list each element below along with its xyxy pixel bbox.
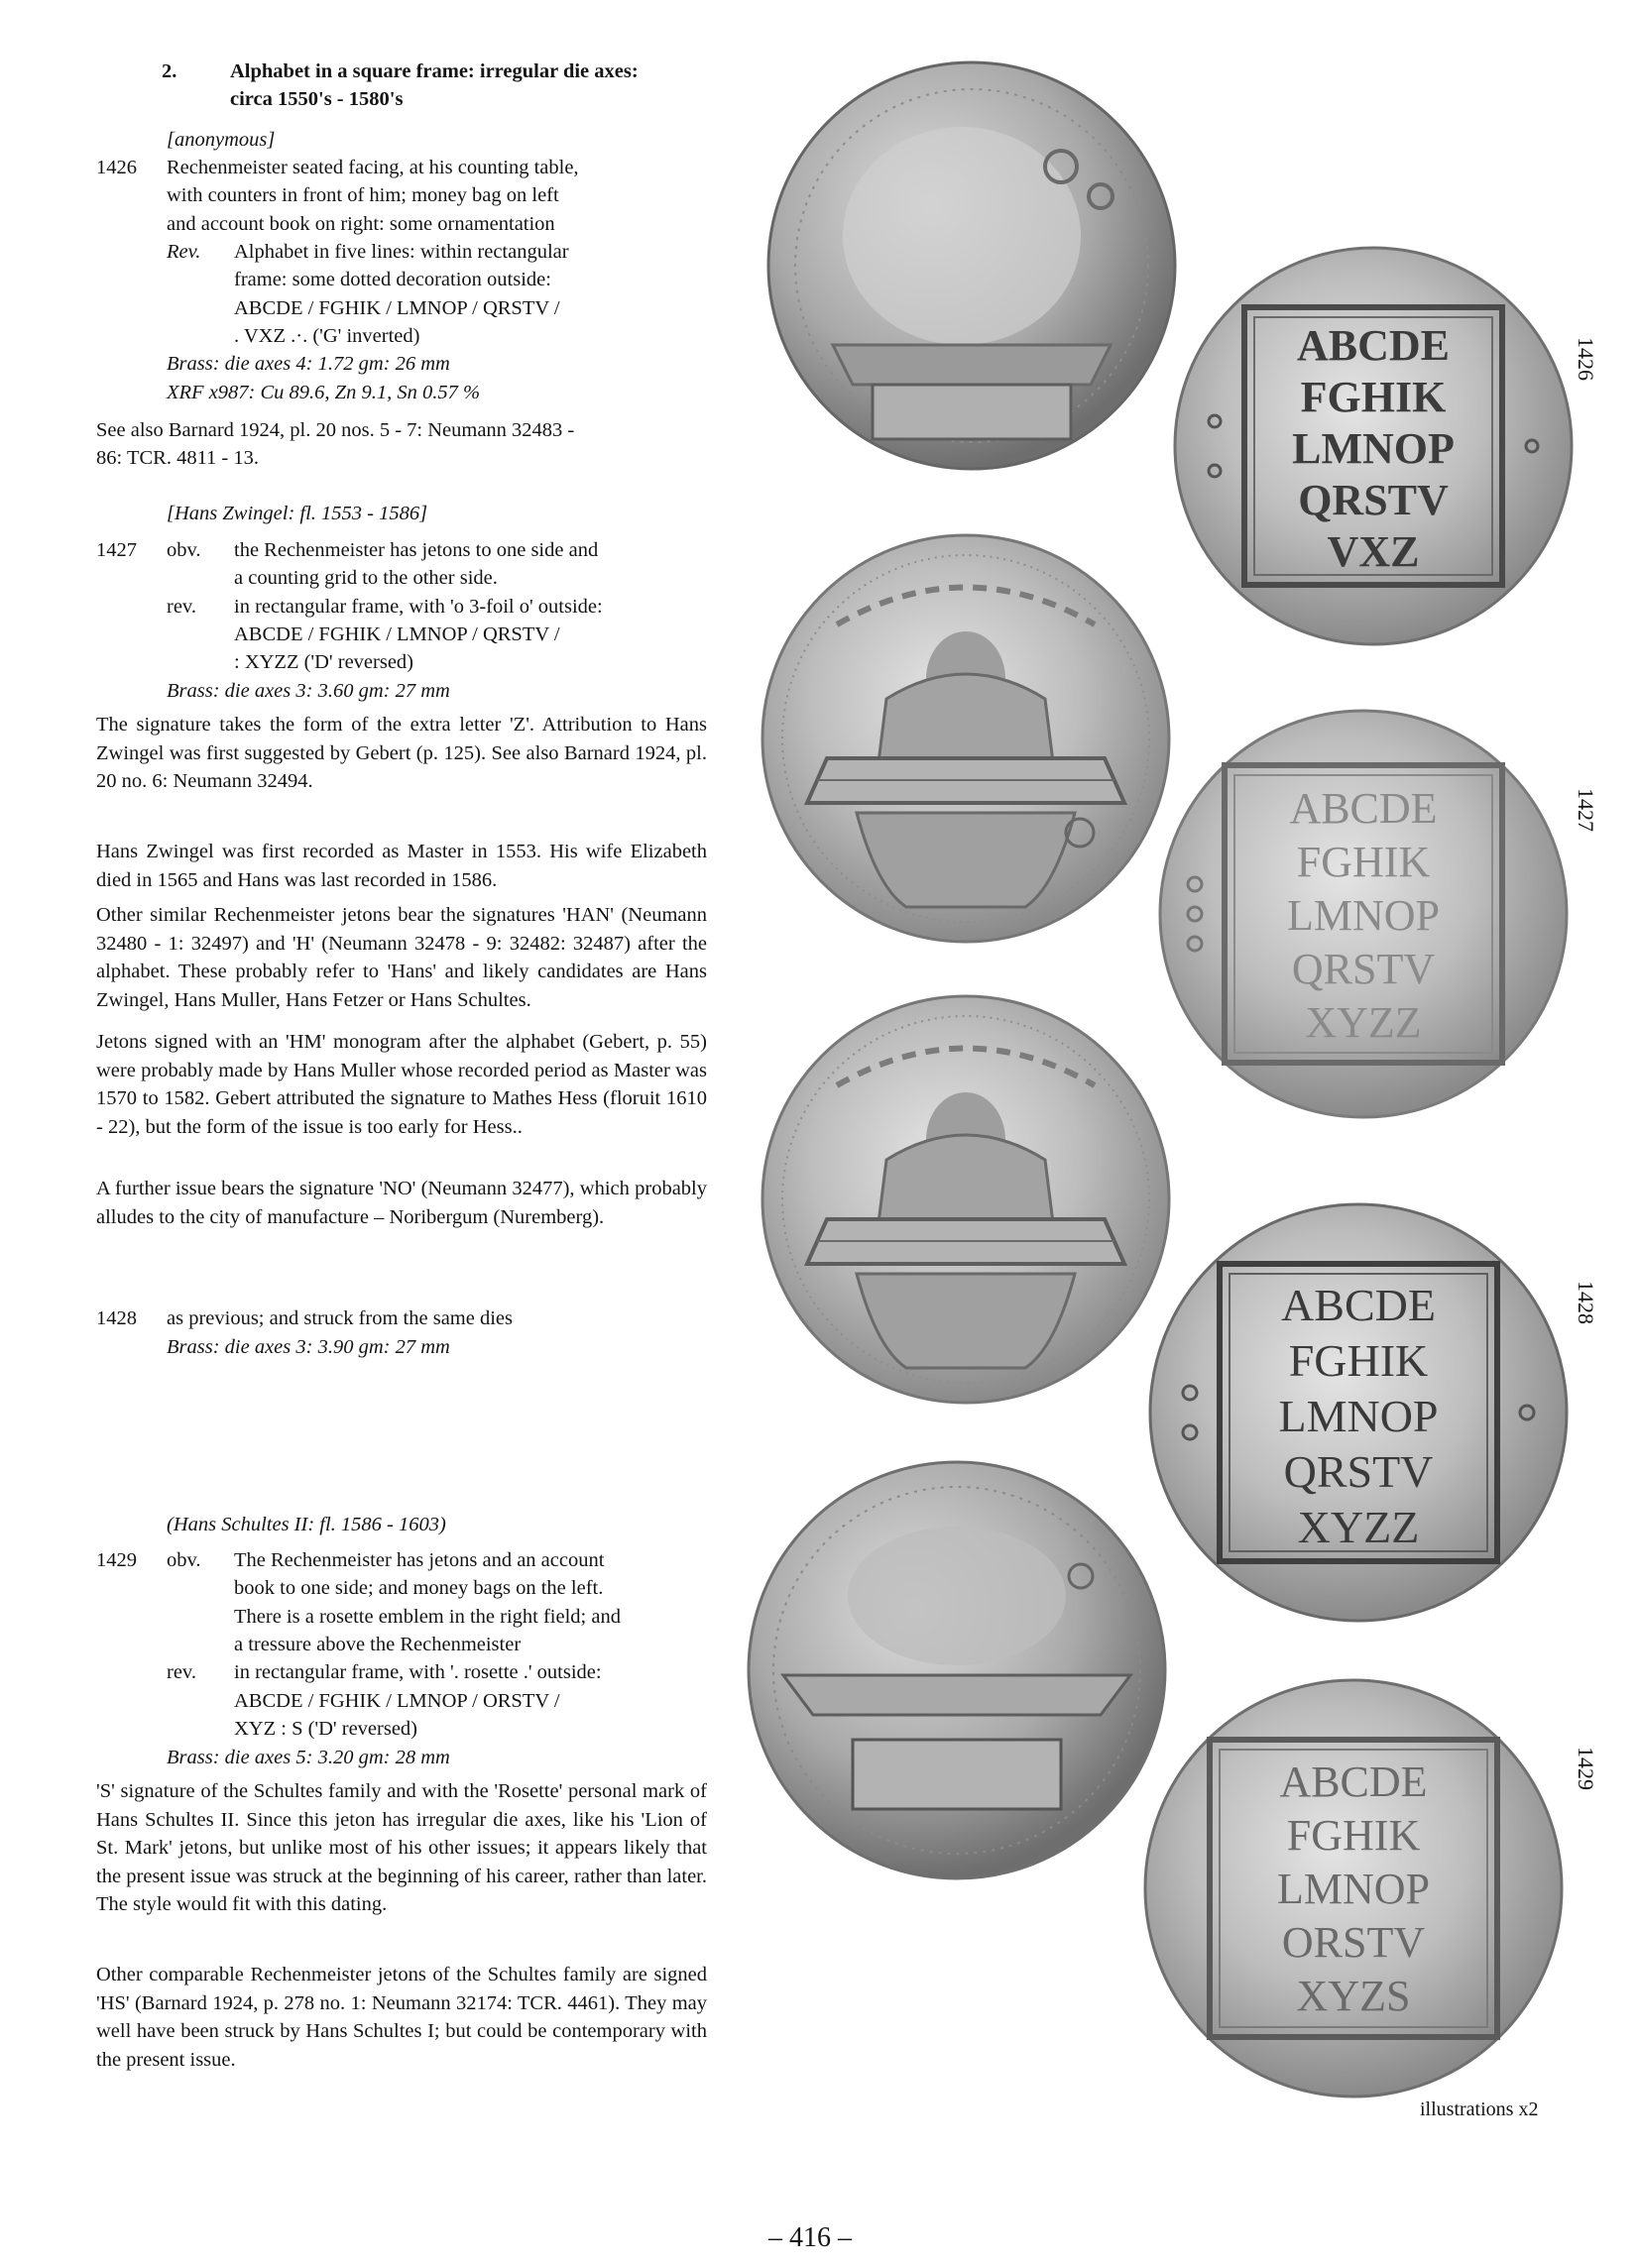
xrf-analysis: XRF x987: Cu 89.6, Zn 9.1, Sn 0.57 % xyxy=(167,382,481,403)
coin-1429-obverse xyxy=(744,1457,1170,1883)
commentary-paragraph: 'S' signature of the Schultes family and with the 'Rosette' personal mark of Hans Schultes II. Since this jeton has irregular die axes, like his 'Lion of St. Mark' jetons, but unlike most of his other issues; it appears likely that the present issue was struck at the beginning of his career, rather than later. The style would fit with this dating. xyxy=(96,1780,707,1915)
obverse-line: a counting grid to the other side. xyxy=(234,567,498,589)
rev-legend-line: XYZZ xyxy=(1305,998,1422,1047)
rev-legend-line: LMNOP xyxy=(1286,891,1441,940)
commentary-paragraph: Hans Zwingel was first recorded as Master in 1553. His wife Elizabeth died in 1565 and Hans was last recorded in 1586. xyxy=(96,841,707,891)
references-line: 86: TCR. 4811 - 13. xyxy=(96,447,260,469)
rev-legend-line: ABCDE xyxy=(1279,1758,1428,1806)
commentary-paragraph: The signature takes the form of the extra letter 'Z'. Attribution to Hans Zwingel was first suggested by Gebert (p. 125). See also Barnard 1924, pl. 20 no. 6: Neumann 32494. xyxy=(96,714,707,792)
reverse-label: rev. xyxy=(167,1661,196,1683)
reverse-line: in rectangular frame, with '. rosette .' outside: xyxy=(234,1661,602,1683)
reverse-line: Alphabet in five lines: within rectangular xyxy=(234,241,569,263)
commentary-paragraph: A further issue bears the signature 'NO' (Neumann 32477), which probably alludes to the city of manufacture – Noribergum (Nuremberg). xyxy=(96,1178,707,1228)
rev-legend-line: ORSTV xyxy=(1281,1918,1426,1967)
obverse-line: the Rechenmeister has jetons to one side and xyxy=(234,539,599,561)
brass-specs: Brass: die axes 3: 3.60 gm: 27 mm xyxy=(167,680,450,702)
rev-legend-line: ABCDE xyxy=(1281,1280,1436,1330)
coin-1426-reverse xyxy=(1170,243,1577,649)
plate-label-1426: 1426 xyxy=(1574,337,1598,381)
reverse-label: rev. xyxy=(167,596,196,618)
reverse-line: in rectangular frame, with 'o 3-foil o' outside: xyxy=(234,596,603,618)
rev-legend-line: QRSTV xyxy=(1283,1446,1434,1497)
obverse-label: obv. xyxy=(167,1549,201,1571)
commentary-paragraph: Jetons signed with an 'HM' monogram after the alphabet (Gebert, p. 55) were probably made by Hans Muller whose recorded period as Master was 1570 to 1582. Gebert attributed the signature to Mathes Hess (floruit 1610 - 22), but the form of the issue is too early for Hess.. xyxy=(96,1031,707,1138)
description-line: with counters in front of him; money bag on left xyxy=(167,184,559,206)
brass-specs: Brass: die axes 3: 3.90 gm: 27 mm xyxy=(167,1336,450,1358)
reverse-line: XYZ : S ('D' reversed) xyxy=(234,1718,418,1740)
references-line: See also Barnard 1924, pl. 20 nos. 5 - 7: Neumann 32483 - xyxy=(96,419,575,441)
rev-legend-line: QRSTV xyxy=(1291,945,1436,993)
rev-legend-line: LMNOP xyxy=(1276,1865,1431,1913)
description-line: as previous; and struck from the same dies xyxy=(167,1307,513,1329)
reverse-line: : XYZZ ('D' reversed) xyxy=(234,651,413,673)
rev-legend-line: FGHIK xyxy=(1296,838,1431,886)
catalogue-number: 1426 xyxy=(96,157,137,178)
heading-subtitle: circa 1550's - 1580's xyxy=(230,88,404,110)
reverse-line: ABCDE / FGHIK / LMNOP / ORSTV / xyxy=(234,1690,560,1712)
catalogue-number: 1428 xyxy=(96,1307,137,1329)
coin-1428-reverse xyxy=(1145,1199,1572,1626)
page-number: – 416 – xyxy=(768,2222,852,2253)
rev-legend-line: QRSTV xyxy=(1298,476,1449,524)
brass-specs: Brass: die axes 5: 3.20 gm: 28 mm xyxy=(167,1747,450,1768)
brass-specs: Brass: die axes 4: 1.72 gm: 26 mm xyxy=(167,353,450,375)
commentary-paragraph: Other comparable Rechenmeister jetons of the Schultes family are signed 'HS' (Barnard 1924, p. 278 no. 1: Neumann 32174: TCR. 4461). They may well have been struck by Hans Schultes I; but could be contemporary with the present issue. xyxy=(96,1964,707,2071)
description-line: Rechenmeister seated facing, at his counting table, xyxy=(167,157,579,178)
rev-legend-line: LMNOP xyxy=(1278,1391,1439,1441)
plate-caption: illustrations x2 xyxy=(1420,2098,1539,2120)
catalogue-number: 1429 xyxy=(96,1549,137,1571)
obverse-label: obv. xyxy=(167,539,201,561)
coin-1427-reverse xyxy=(1155,706,1572,1122)
coin-1428-obverse xyxy=(758,991,1174,1408)
coin-1426-obverse xyxy=(763,57,1180,474)
coin-1429-reverse xyxy=(1140,1675,1567,2101)
rev-legend-line: LMNOP xyxy=(1292,424,1455,473)
obverse-line: The Rechenmeister has jetons and an account xyxy=(234,1549,605,1571)
description-line: and account book on right: some ornamentation xyxy=(167,213,555,235)
obverse-line: There is a rosette emblem in the right field; and xyxy=(234,1606,621,1628)
plate-label-1428: 1428 xyxy=(1574,1281,1598,1324)
heading-number: 2. xyxy=(162,60,177,82)
rev-legend-line: FGHIK xyxy=(1286,1811,1421,1860)
reverse-line: . VXZ .·. ('G' inverted) xyxy=(234,325,420,347)
attribution: [anonymous] xyxy=(167,129,276,151)
rev-legend-line: ABCDE xyxy=(1296,321,1451,370)
obverse-line: a tressure above the Rechenmeister xyxy=(234,1634,522,1655)
catalogue-number: 1427 xyxy=(96,539,137,561)
attribution: (Hans Schultes II: fl. 1586 - 1603) xyxy=(167,1514,446,1535)
obverse-line: book to one side; and money bags on the left. xyxy=(234,1577,604,1599)
rev-legend-line: VXZ xyxy=(1327,527,1420,576)
reverse-label: Rev. xyxy=(167,241,201,263)
rev-legend-line: FGHIK xyxy=(1300,373,1447,421)
heading-title: Alphabet in a square frame: irregular die axes: xyxy=(230,60,639,82)
rev-legend-line: ABCDE xyxy=(1289,784,1438,833)
coin-1427-obverse xyxy=(758,530,1174,947)
reverse-line: frame: some dotted decoration outside: xyxy=(234,269,551,290)
reverse-line: ABCDE / FGHIK / LMNOP / QRSTV / xyxy=(234,624,560,645)
rev-legend-line: FGHIK xyxy=(1288,1335,1429,1386)
plate-label-1429: 1429 xyxy=(1574,1747,1598,1790)
plate-label-1427: 1427 xyxy=(1574,788,1598,832)
commentary-paragraph: Other similar Rechenmeister jetons bear the signatures 'HAN' (Neumann 32480 - 1: 32497) and 'H' (Neumann 32478 - 9: 32482: 32487) after the alphabet. These probably refer to 'Hans' and likely candidates are Hans Zwingel, Hans Muller, Hans Fetzer or Hans Schultes. xyxy=(96,904,707,1011)
attribution: [Hans Zwingel: fl. 1553 - 1586] xyxy=(167,503,428,524)
reverse-line: ABCDE / FGHIK / LMNOP / QRSTV / xyxy=(234,297,560,319)
rev-legend-line: XYZZ xyxy=(1297,1502,1420,1552)
rev-legend-line: XYZS xyxy=(1296,1972,1411,2020)
